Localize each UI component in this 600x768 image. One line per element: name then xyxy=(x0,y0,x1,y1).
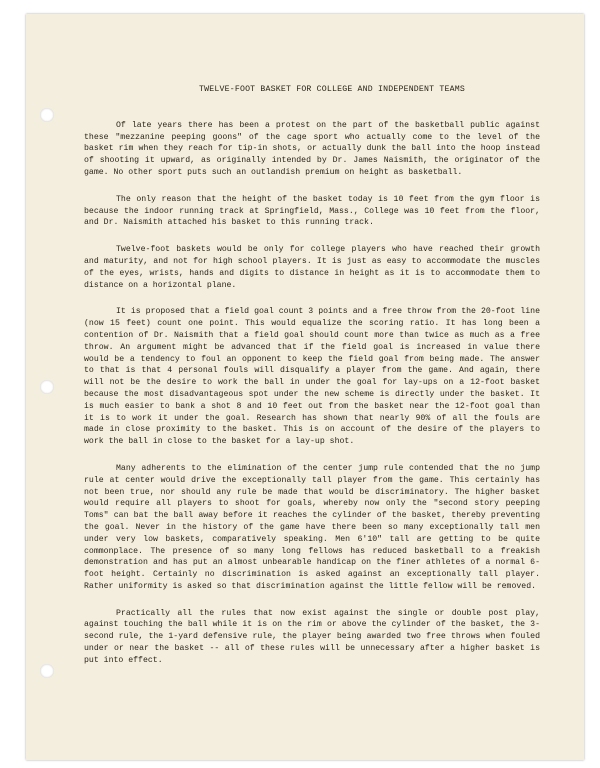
document-page xyxy=(26,14,584,760)
punch-hole xyxy=(40,664,54,678)
paragraph: Many adherents to the elimination of the center jump rule contended that the no jump rule at center would drive the exceptionally tall player from the game. This certainly has not been true, nor should any rule be made that would be discriminatory. The higher basket would require all players to shoot for goals, whereby now only the "second story peeping Toms" can bat the ball away before it reaches the cylinder of the basket, thereby preventing the goal. Never in the history of the game have there been so many exceptionally tall men under very low baskets, comparatively speaking. Men 6'10" tall are getting to be quite commonplace. The presence of so many long fellows has reduced basketball to a freakish demonstration and has put an almost unbearable handicap on the finer athletes of a normal 6-foot height. Certainly no discrimination is asked against an exceptionally tall player. Rather uniformity is asked so that discrimination against the little fellow will be removed. xyxy=(84,463,540,591)
document-body xyxy=(84,84,540,682)
paragraph: It is proposed that a field goal count 3 points and a free throw from the 20-foot line (now 15 feet) count one point. This would equalize the scoring ratio. It has long been a contention of Dr. Naismith that a field goal should count more than twice as much as a free throw. An argument might be advanced that if the field goal is increased in value there would be a tendency to foul an opponent to keep the field goal from being made. The answer to that is that 4 personal fouls will disqualify a player from the game. And again, there will not be the desire to work the ball in under the goal for lay-ups on a 12-foot basket because the most disadvantageous spot under the new scheme is directly under the basket. It is much easier to bank a shot 8 and 10 feet out from the basket near the 12-foot goal than it is to work it under the goal. Research has shown that nearly 90% of all the fouls are made in close proximity to the basket. This is on account of the desire of the players to work the ball in close to the basket for a lay-up shot. xyxy=(84,307,540,447)
paragraph: The only reason that the height of the basket today is 10 feet from the gym floor is because the indoor running track at Springfield, Mass., College was 10 feet from the floor, and Dr. Naismith attached his basket to this running track. xyxy=(84,194,540,228)
document-title: TWELVE-FOOT BASKET FOR COLLEGE AND INDEPENDENT TEAMS xyxy=(199,85,465,94)
paragraph: Twelve-foot baskets would be only for college players who have reached their growth and maturity, and not for high school players. It is just as easy to accommodate the muscles of the eyes, wrists, hands and digits to distance in height as it is to accommodate them to distance on a horizontal plane. xyxy=(84,245,540,290)
paragraph: Practically all the rules that now exist against the single or double post play, against touching the ball while it is on the rim or above the cylinder of the basket, the 3-second rule, the 1-yard defensive rule, the player being awarded two free throws when fouled under or near the basket -- all of these rules will be unnecessary after a higher basket is put into effect. xyxy=(84,608,540,665)
punch-hole xyxy=(40,380,54,394)
paragraph: Of late years there has been a protest on the part of the basketball public against these "mezzanine peeping goons" of the cage sport who actually come to the level of the basket rim when they reach for tip-in shots, or actually dunk the ball into the hoop instead of shooting it upward, as originally intended by Dr. James Naismith, the originator of the game. No other sport puts such an outlandish premium on height as basketball. xyxy=(84,120,540,177)
punch-hole xyxy=(40,108,54,122)
